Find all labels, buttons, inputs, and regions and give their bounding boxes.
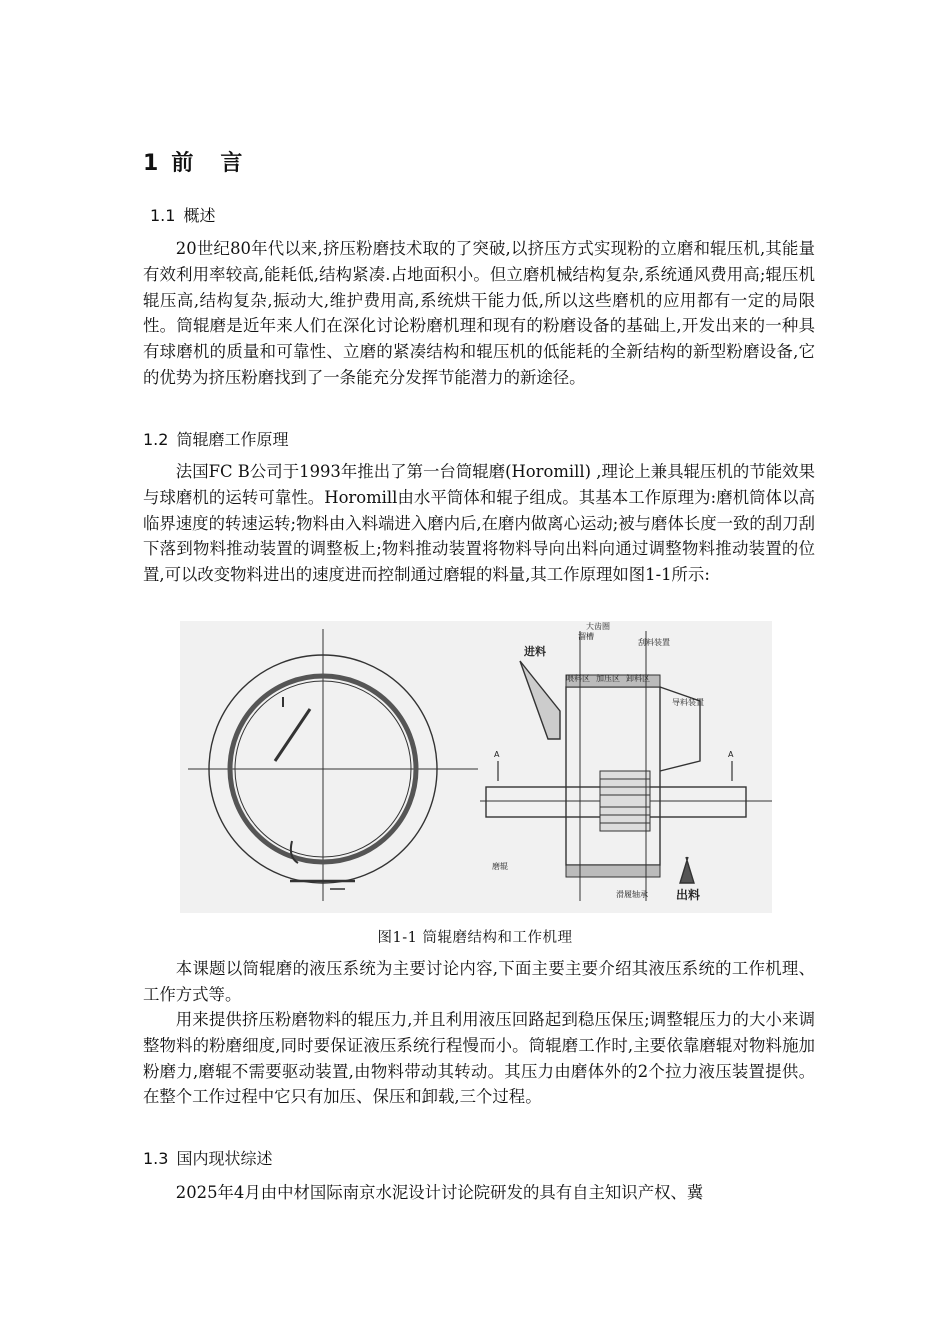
paragraph-principle: 法国FC B公司于1993年推出了第一台筒辊磨(Horomill) ,理论上兼具辊压机的节能效果与球磨机的运转可靠性。Horomill由水平筒体和辊子组成。其基本工作原理为:磨机筒体以高临界速度的转速运转;物料由入料端进入磨内后,在磨内做离心运动;被与磨体长度一致的刮刀刮下落到物料推动装置的调整板上;物料推动装置将物料导向出料向通过调整物料推动装置的位置,可以改变物料进出的速度进而控制通过磨辊的料量,其工作原理如图1-1所示: (143, 462, 815, 585)
section-title: 筒辊磨工作原理 (176, 430, 289, 449)
section-heading-1-3 (143, 1146, 272, 1169)
section-number: 1.1 (150, 206, 176, 225)
label-mark-a-left: A (494, 750, 500, 759)
section-title: 概述 (183, 206, 216, 225)
section-heading-1-2 (143, 427, 288, 450)
label-scraper: 刮料装置 (638, 638, 670, 647)
label-top: 大齿圈 (586, 622, 610, 631)
figure-1-1 (180, 621, 772, 913)
paragraph-overview: 20世纪80年代以来,挤压粉磨技术取的了突破,以挤压方式实现粉的立磨和辊压机,其能量有效利用率较高,能耗低,结构紧凑.占地面积小。但立磨机械结构复杂,系统通风费用高;辊压机辊压高,结构复杂,振动大,维护费用高,系统烘干能力低,所以这些磨机的应用都有一定的局限性。筒辊磨是近年来人们在深化讨论粉磨机理和现有的粉磨设备的基础上,开发出来的一种具有球磨机的质量和可靠性、立磨的紧凑结构和辊压机的低能耗的全新结构的新型粉磨设备,它的优势为挤压粉磨找到了一条能充分发挥节能潜力的新途径。 (143, 239, 815, 387)
chapter-title-first: 前 (171, 151, 195, 176)
chapter-heading (143, 146, 243, 177)
label-zone-out: 卸料区 (626, 674, 650, 683)
label-mark-a-right: A (728, 750, 734, 759)
chapter-number: 1 (143, 151, 160, 176)
label-discharge: 出料 (676, 888, 701, 902)
chapter-title-second: 言 (220, 151, 244, 176)
label-zone-press: 加压区 (596, 674, 620, 683)
paragraph-topic: 本课题以筒辊磨的液压系统为主要讨论内容,下面主要主要介绍其液压系统的工作机理、工作方式等。 (143, 959, 815, 1004)
label-roller: 磨辊 (492, 862, 508, 871)
label-chute: 溜槽 (578, 632, 594, 641)
horomill-diagram (180, 621, 772, 913)
section-number: 1.3 (143, 1149, 169, 1168)
section-number: 1.2 (143, 430, 169, 449)
paragraph-status: 2025年4月由中材国际南京水泥设计讨论院研发的具有自主知识产权、冀 (175, 1183, 704, 1202)
paragraph-hydraulic: 用来提供挤压粉磨物料的辊压力,并且利用液压回路起到稳压保压;调整辊压力的大小来调整物料的粉磨细度,同时要保证液压系统行程慢而小。筒辊磨工作时,主要依靠磨辊对物料施加粉磨力,磨辊不需要驱动装置,由物料带动其转动。其压力由磨体外的2个拉力液压装置提供。在整个工作过程中它只有加压、保压和卸载,三个过程。 (143, 1010, 815, 1107)
section-heading-1-1 (150, 203, 215, 226)
label-bearing: 滑履轴承 (616, 890, 648, 899)
section-title: 国内现状综述 (176, 1149, 273, 1168)
label-zone-feed: 喂料区 (566, 674, 590, 683)
figure-caption: 图1-1 筒辊磨结构和工作机理 (377, 930, 573, 946)
label-feed: 进料 (524, 645, 546, 658)
label-guide: 导料装置 (672, 698, 704, 707)
